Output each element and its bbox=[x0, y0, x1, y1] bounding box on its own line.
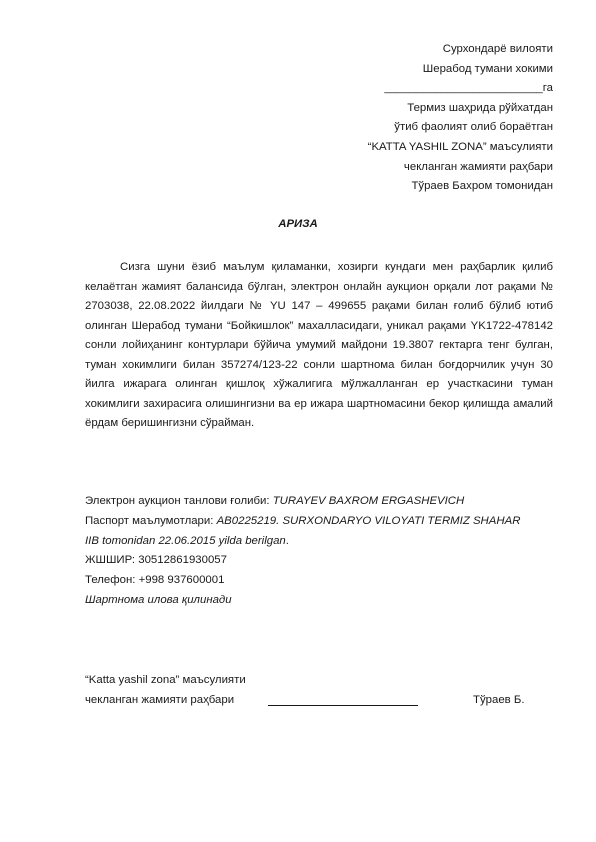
winner-line bbox=[85, 492, 555, 512]
addressee-line: ўтиб фаолият олиб бораётган bbox=[394, 121, 553, 134]
signature-org-line: “Katta yashil zona” маъсулияти bbox=[85, 674, 246, 686]
applicant-info bbox=[85, 492, 555, 611]
addressee-line: _________________________га bbox=[384, 82, 553, 95]
addressee-block bbox=[233, 40, 553, 197]
passport-line bbox=[85, 512, 555, 532]
addressee-line: чекланган жамияти раҳбари bbox=[403, 160, 553, 173]
addressee-line: Шерабод тумани хокими bbox=[422, 62, 553, 75]
signature-role: чекланган жамияти раҳбари bbox=[85, 693, 235, 706]
addressee-line: Сурхондарё вилояти bbox=[442, 43, 553, 55]
addressee-line: “KATTA YASHIL ZONA” маъсулияти bbox=[367, 140, 553, 153]
signature-block bbox=[85, 671, 555, 710]
jshshir-line: ЖШШИР: 30512861930057 bbox=[85, 554, 227, 567]
passport-line-2 bbox=[85, 532, 555, 552]
body-paragraph: Сизга шуни ёзиб маълум қиламанки, хозирги кундаги мен раҳбарлик қилиб келаётган жамият балансида бўлган, электрон онлайн аукцион орқали лот рақами № 2703038, 22.08.2022 йилдаги № YU 147 – 499655 рақами билан ғолиб бўлиб ютиб олинган Шерабод тумани “Бойкишлок” махалласидаги, уникал рақами YK1722-478142 сонли лойиҳанинг контурлари бўйича умумий майдони 19.3807 гектарга тенг булган, туман хокимлиги билан 357274/123-22 сонли шартнома билан боғдорчилик учун 30 йилга ижарага олинган қишлоқ хўжалигига мўлжалланган ер участкасини туман хокимлиги захирасига олишингизни ва ер ижара шартномасини бекор қилишда амалий ёрдам беришингизни сўрайман. bbox=[85, 261, 553, 429]
winner-value: TURAYEV BAXROM ERGASHEVICH bbox=[272, 495, 465, 507]
phone-line: Телефон: +998 937600001 bbox=[85, 574, 225, 587]
passport-issuer: IIB tomonidan 22.06.2015 yilda berilgan bbox=[85, 534, 286, 547]
document-title: АРИЗА bbox=[278, 218, 318, 230]
passport-label: Паспорт маълумотлари: bbox=[85, 514, 217, 527]
addressee-line: Термиз шаҳрида рўйхатдан bbox=[407, 101, 553, 114]
signature-line bbox=[268, 692, 418, 706]
passport-period: . bbox=[285, 534, 289, 547]
signature-role-row bbox=[85, 691, 555, 711]
winner-label: Электрон аукцион танлови ғолиби: bbox=[85, 495, 273, 507]
passport-value: AB0225219. SURXONDARYO VILOYATI TERMIZ SHAHAR bbox=[216, 514, 521, 527]
signer-name: Тўраев Б. bbox=[473, 693, 525, 706]
attachment-note: Шартнома илова қилинади bbox=[85, 593, 232, 606]
addressee-line: Тўраев Бахром томонидан bbox=[411, 180, 553, 193]
